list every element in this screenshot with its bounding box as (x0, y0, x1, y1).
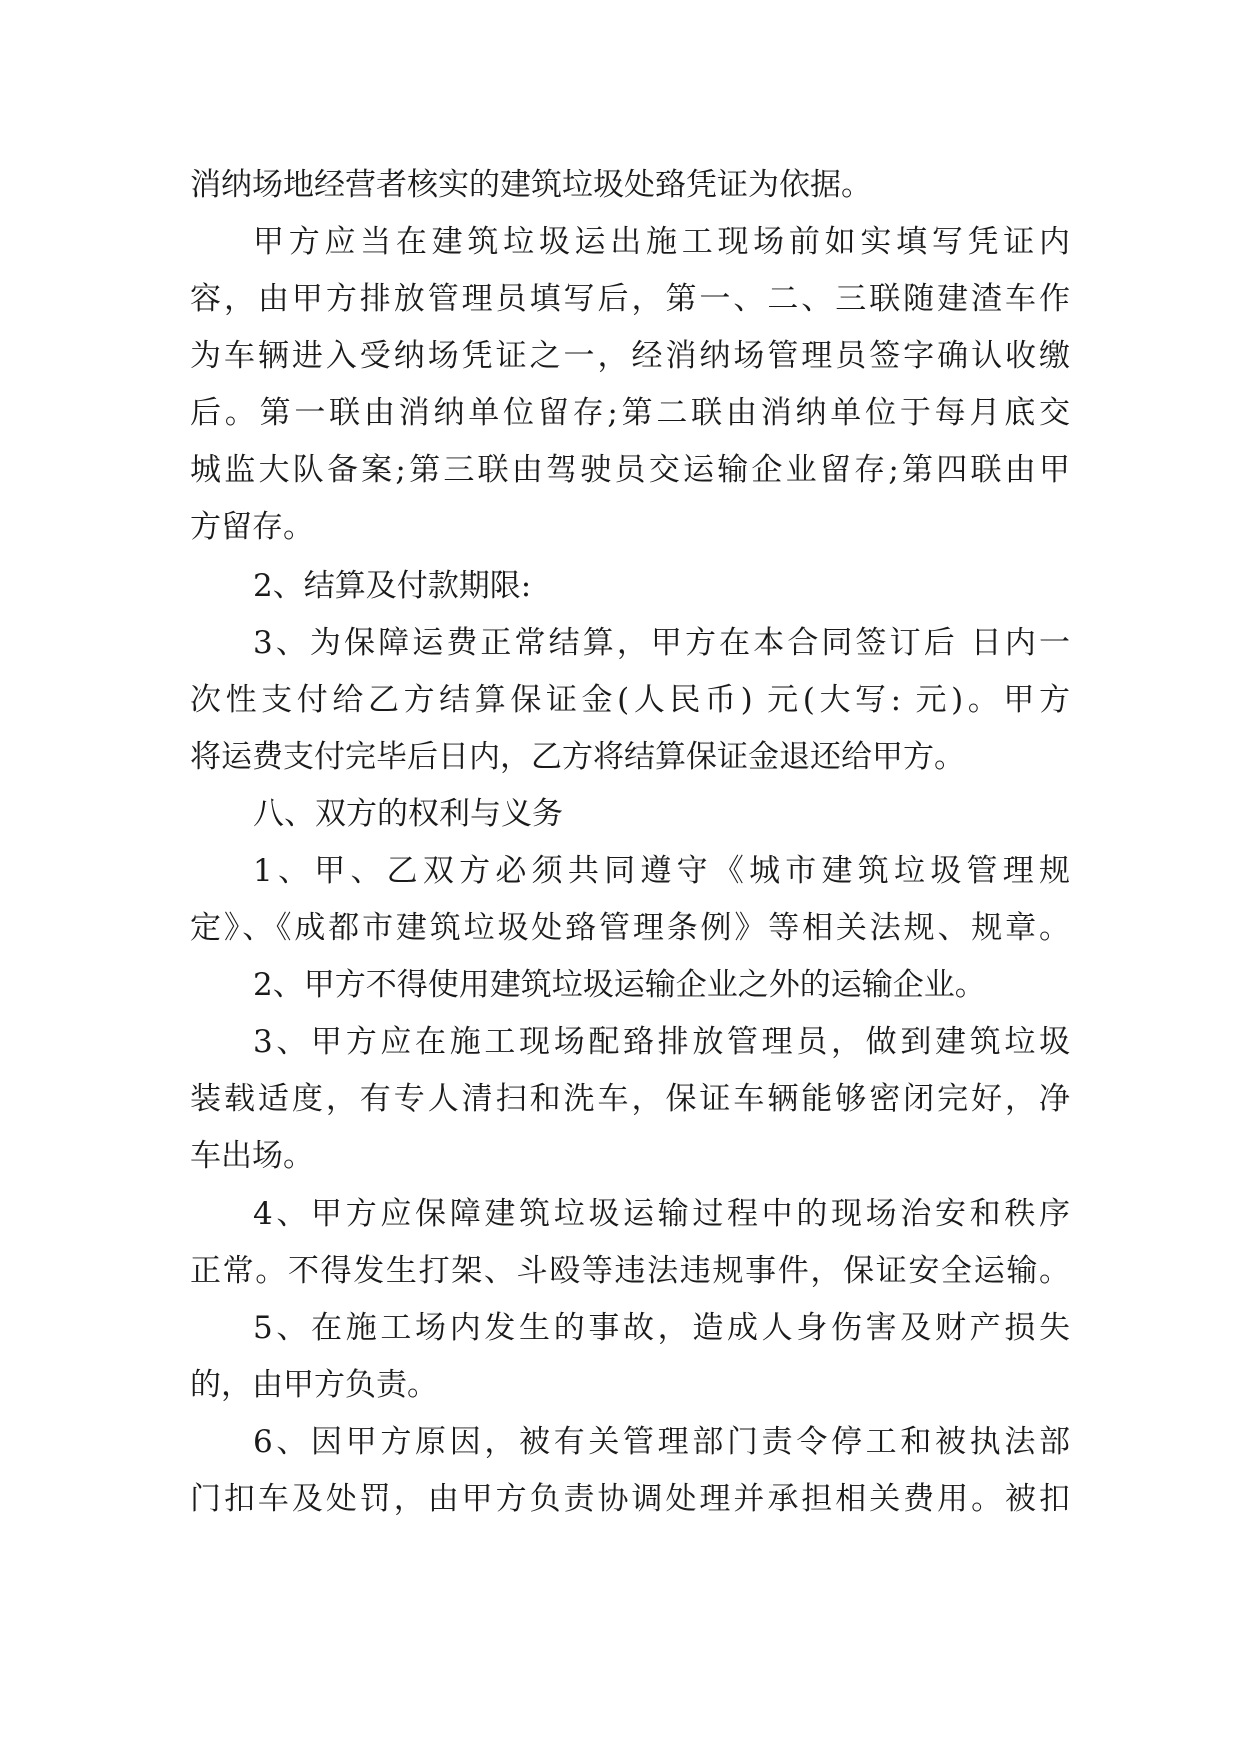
text-line: 的，由甲方负责。 (190, 1367, 438, 1403)
text-line: 消纳场地经营者核实的建筑垃圾处臵凭证为依据。 (190, 167, 872, 203)
text-line: 1、甲、乙双方必须共同遵守《城市建筑垃圾管理规 (253, 853, 1070, 889)
text-line: 2、结算及付款期限: (253, 568, 532, 604)
text-line: 次性支付给乙方结算保证金(人民币) 元(大写: 元)。甲方 (190, 682, 1070, 718)
text-line: 正常。不得发生打架、斗殴等违法违规事件，保证安全运输。 (190, 1253, 1070, 1289)
text-line: 定》、《成都市建筑垃圾处臵管理条例》等相关法规、规章。 (190, 910, 1070, 946)
text-line: 甲方应当在建筑垃圾运出施工现场前如实填写凭证内 (253, 224, 1070, 260)
text-line: 将运费支付完毕后日内，乙方将结算保证金退还给甲方。 (190, 739, 965, 775)
text-line: 装载适度，有专人清扫和洗车，保证车辆能够密闭完好，净 (190, 1081, 1070, 1117)
text-line: 3、甲方应在施工现场配臵排放管理员，做到建筑垃圾 (253, 1024, 1070, 1060)
text-line: 方留存。 (190, 509, 314, 545)
text-line: 5、在施工场内发生的事故，造成人身伤害及财产损失 (253, 1310, 1070, 1346)
text-line: 4、甲方应保障建筑垃圾运输过程中的现场治安和秩序 (253, 1196, 1070, 1232)
text-line: 城监大队备案;第三联由驾驶员交运输企业留存;第四联由甲 (190, 452, 1070, 488)
text-line: 6、因甲方原因，被有关管理部门责令停工和被执法部 (253, 1424, 1070, 1460)
text-line: 八、双方的权利与义务 (253, 796, 563, 832)
text-line: 2、甲方不得使用建筑垃圾运输企业之外的运输企业。 (253, 967, 986, 1003)
text-line: 门扣车及处罚，由甲方负责协调处理并承担相关费用。被扣 (190, 1481, 1070, 1517)
text-line: 后。第一联由消纳单位留存;第二联由消纳单位于每月底交 (190, 395, 1070, 431)
text-line: 容，由甲方排放管理员填写后，第一、二、三联随建渣车作 (190, 281, 1070, 317)
text-line: 为车辆进入受纳场凭证之一，经消纳场管理员签字确认收缴 (190, 338, 1070, 374)
text-line: 3、为保障运费正常结算，甲方在本合同签订后 日内一 (253, 625, 1070, 661)
text-line: 车出场。 (190, 1138, 314, 1174)
